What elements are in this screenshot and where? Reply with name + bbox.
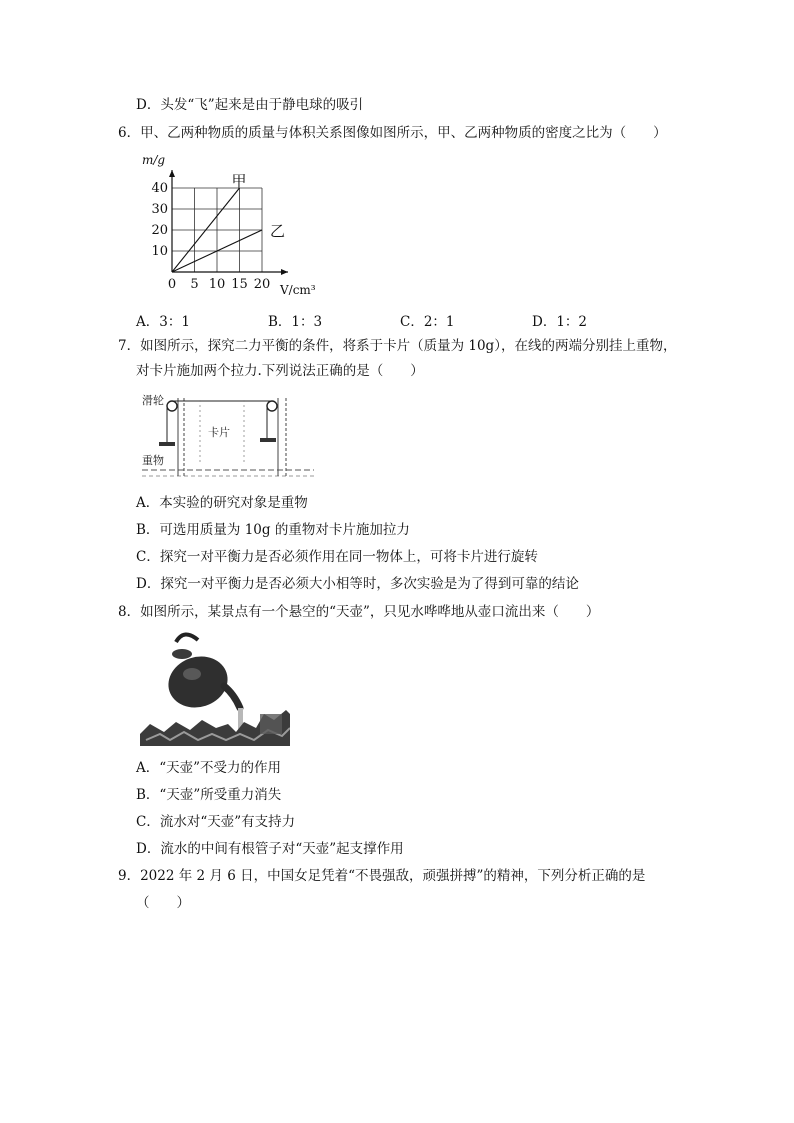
left-pulley-icon — [167, 401, 177, 411]
q7-stem-line2: 对卡片施加两个拉力.下列说法正确的是（ ） — [136, 363, 424, 379]
q8-option-d[interactable]: D．流水的中间有根管子对“天壶”起支撑作用 — [136, 841, 404, 857]
y-tick-label: 10 — [151, 244, 168, 259]
q8-stem: 8．如图所示，某景点有一个悬空的“天壶”，只见水哗哗地从壶口流出来（ ） — [118, 604, 600, 620]
label-pulley: 滑轮 — [142, 394, 164, 407]
left-weight-icon — [159, 442, 175, 446]
y-axis-label: m/g — [142, 153, 166, 167]
floating-teapot-photo — [140, 628, 290, 746]
q7-stem-line1: 7．如图所示，探究二力平衡的条件，将系于卡片（质量为 10g），在线的两端分别挂上重物， — [118, 338, 677, 354]
q7-option-d[interactable]: D．探究一对平衡力是否必须大小相等时，多次实验是为了得到可靠的结论 — [136, 576, 579, 592]
x-tick-label: 15 — [231, 277, 248, 292]
x-tick-label: 5 — [190, 277, 199, 292]
label-card: 卡片 — [208, 426, 230, 439]
x-tick-label: 10 — [208, 277, 226, 292]
y-axis-arrow-icon — [169, 170, 175, 177]
right-pulley-icon — [267, 401, 277, 411]
mass-volume-graph — [140, 150, 340, 302]
y-tick-label: 30 — [151, 202, 168, 217]
floating-teapot-image — [140, 628, 290, 746]
x-tick-label: 0 — [167, 277, 177, 292]
q6-option-b[interactable]: B．1：3 — [268, 314, 323, 330]
q6-option-a[interactable]: A．3：1 — [136, 314, 190, 330]
balance-apparatus-svg — [140, 392, 316, 484]
q7-option-a[interactable]: A．本实验的研究对象是重物 — [136, 495, 308, 511]
x-axis-arrow-icon — [281, 269, 288, 275]
label-weight: 重物 — [142, 454, 164, 467]
q8-option-b[interactable]: B．“天壶”所受重力消失 — [136, 787, 282, 803]
mass-volume-chart-svg — [140, 150, 340, 302]
q8-option-a[interactable]: A．“天壶”不受力的作用 — [136, 760, 282, 776]
q8-option-c[interactable]: C．流水对“天壶”有支持力 — [136, 814, 296, 830]
q9-stem-line1: 9．2022 年 2 月 6 日，中国女足凭着“不畏强敌，顽强拼搏”的精神，下列分析正确的是 — [118, 868, 646, 884]
q6-option-d[interactable]: D．1：2 — [532, 314, 588, 330]
q9-stem-line2: （ ） — [136, 895, 190, 911]
q5-option-d: D．头发“飞”起来是由于静电球的吸引 — [136, 97, 364, 113]
q6-option-c[interactable]: C．2：1 — [400, 314, 455, 330]
y-tick-label: 40 — [151, 181, 168, 196]
q7-option-c[interactable]: C．探究一对平衡力是否必须作用在同一物体上，可将卡片进行旋转 — [136, 549, 538, 565]
right-weight-icon — [260, 438, 276, 442]
balance-apparatus-figure — [140, 392, 316, 484]
x-axis-label: V/cm³ — [280, 283, 316, 297]
series-label-1: 乙 — [270, 222, 286, 240]
q7-option-b[interactable]: B．可选用质量为 10g 的重物对卡片施加拉力 — [136, 522, 410, 538]
q6-options — [136, 310, 656, 328]
y-tick-label: 20 — [151, 223, 168, 238]
q6-stem: 6．甲、乙两种物质的质量与体积关系图像如图所示，甲、乙两种物质的密度之比为（ ） — [118, 125, 667, 141]
series-label-0: 甲 — [231, 172, 247, 190]
x-tick-label: 20 — [253, 277, 271, 292]
